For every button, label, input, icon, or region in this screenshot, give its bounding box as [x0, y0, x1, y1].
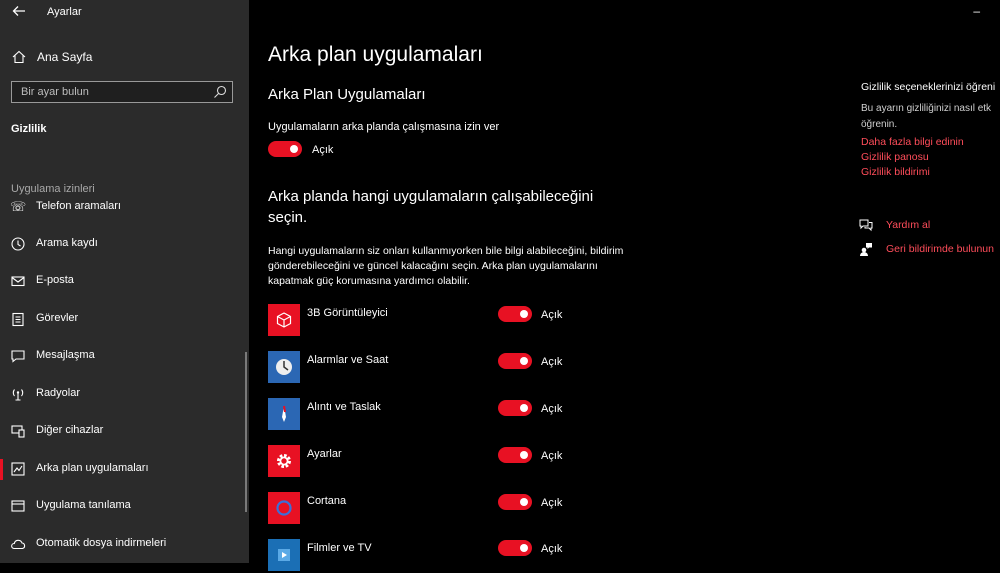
app-toggle-state: Açık	[541, 450, 563, 462]
minimize-button[interactable]: –	[973, 4, 980, 18]
toggle-knob	[520, 544, 528, 552]
app-toggle-state: Açık	[541, 497, 563, 509]
sidebar-item-label: Radyolar	[36, 387, 81, 399]
app-toggle-state: Açık	[541, 356, 563, 368]
learn-more-link[interactable]: Daha fazla bilgi edinin	[861, 136, 964, 148]
description-line: öğrenin.	[861, 119, 898, 130]
sidebar-item-radios[interactable]	[0, 376, 249, 413]
privacy-statement-link[interactable]: Gizlilik bildirimi	[861, 166, 930, 178]
give-feedback-label: Geri bildirimde bulunun	[886, 243, 994, 255]
app-name: Ayarlar	[307, 448, 342, 460]
3d-viewer-icon	[268, 304, 300, 336]
group-title: Uygulama izinleri	[11, 183, 95, 195]
toggle-knob	[520, 498, 528, 506]
cortana-icon	[268, 492, 300, 524]
sidebar-item-phone-calls[interactable]	[0, 196, 249, 226]
active-indicator	[0, 459, 3, 480]
radio-icon	[10, 386, 26, 402]
privacy-dashboard-link[interactable]: Gizlilik panosu	[861, 151, 929, 163]
sidebar-item-auto-file-downloads[interactable]	[0, 526, 249, 563]
get-help-link[interactable]	[859, 218, 1000, 236]
give-feedback-link[interactable]	[859, 242, 1000, 260]
phone-icon: ☏	[10, 199, 27, 214]
snip-sketch-icon	[268, 398, 300, 430]
sidebar-item-tasks[interactable]	[0, 301, 249, 338]
app-name: Cortana	[307, 495, 347, 507]
home-icon	[12, 50, 26, 64]
sidebar-item-label: Diğer cihazlar	[36, 424, 104, 436]
sidebar-nav	[0, 196, 249, 563]
app-toggle-alarms-clock[interactable]	[498, 353, 532, 369]
sidebar-item-messaging[interactable]	[0, 338, 249, 375]
history-icon	[10, 236, 26, 252]
description-line: Bu ayarın gizliliğinizi nasıl etk	[861, 103, 992, 114]
home-label: Ana Sayfa	[37, 50, 93, 64]
sidebar-item-label: Arka plan uygulamaları	[36, 462, 149, 474]
arrow-left-icon	[12, 4, 26, 18]
app-toggle-state: Açık	[541, 309, 563, 321]
app-toggle-snip-sketch[interactable]	[498, 400, 532, 416]
settings-gear-icon	[268, 445, 300, 477]
search-box[interactable]	[11, 81, 233, 103]
devices-icon	[10, 423, 26, 439]
toggle-knob	[520, 404, 528, 412]
get-help-label: Yardım al	[886, 219, 931, 231]
master-toggle-label: Uygulamaların arka planda çalışmasına izin ver	[268, 121, 500, 133]
sidebar-item-call-history[interactable]	[0, 226, 249, 263]
tasks-icon	[10, 311, 26, 327]
toggle-knob	[520, 451, 528, 459]
app-name: 3B Görüntüleyici	[307, 307, 388, 319]
sidebar-item-app-diagnostics[interactable]	[0, 488, 249, 525]
master-toggle[interactable]	[268, 141, 302, 157]
sidebar-scrollbar[interactable]	[245, 352, 247, 512]
cloud-icon	[10, 536, 26, 552]
feedback-icon	[859, 242, 873, 256]
app-toggle-3d-viewer[interactable]	[498, 306, 532, 322]
app-toggle-settings[interactable]	[498, 447, 532, 463]
app-toggle-movies-tv[interactable]	[498, 540, 532, 556]
main-content	[249, 0, 1000, 563]
app-name: Filmler ve TV	[307, 542, 372, 554]
alarms-clock-icon	[268, 351, 300, 383]
chat-icon	[10, 348, 26, 364]
background-apps-icon	[10, 461, 26, 477]
app-toggle-state: Açık	[541, 403, 563, 415]
sidebar	[0, 0, 249, 563]
toggle-knob	[520, 357, 528, 365]
search-input[interactable]	[12, 82, 211, 102]
toggle-knob	[290, 145, 298, 153]
sidebar-item-label: Uygulama tanılama	[36, 499, 131, 511]
search-icon[interactable]	[212, 84, 228, 100]
master-toggle-state: Açık	[312, 144, 334, 156]
mail-icon	[10, 273, 26, 289]
sidebar-item-other-devices[interactable]	[0, 413, 249, 450]
sidebar-item-label: Otomatik dosya indirmeleri	[36, 537, 167, 549]
app-name: Alarmlar ve Saat	[307, 354, 389, 366]
home-nav-item[interactable]	[0, 45, 249, 69]
choose-apps-description: Hangi uygulamaların siz onları kullanmıyorken bile bilgi alabileceğini, bildirim gönderebileceğini ve güncel kalacağını seçin. Arka plan uygulamalarını kapatmak güç korumasına yardımcı olabilir.	[268, 245, 624, 287]
toggle-knob	[520, 310, 528, 318]
movies-tv-icon	[268, 539, 300, 571]
sidebar-item-label: E-posta	[36, 274, 74, 286]
privacy-options-title: Gizlilik seçeneklerinizi öğreni	[861, 81, 996, 93]
diagnostics-icon	[10, 498, 26, 514]
back-button[interactable]	[9, 3, 29, 23]
sidebar-item-label: Telefon aramaları	[36, 200, 121, 212]
sidebar-item-label: Görevler	[36, 312, 79, 324]
sidebar-item-email[interactable]	[0, 263, 249, 300]
app-title: Ayarlar	[47, 6, 82, 18]
privacy-options-description	[861, 101, 1000, 133]
sidebar-item-background-apps[interactable]	[0, 451, 249, 488]
app-toggle-state: Açık	[541, 543, 563, 555]
app-toggle-cortana[interactable]	[498, 494, 532, 510]
sidebar-item-label: Arama kaydı	[36, 237, 98, 249]
page-title: Arka plan uygulamaları	[268, 43, 483, 66]
help-chat-icon	[859, 218, 873, 232]
section-heading: Arka Plan Uygulamaları	[268, 86, 426, 103]
choose-apps-heading: Arka planda hangi uygulamaların çalışabileceğini seçin.	[268, 188, 594, 226]
title-bar	[0, 0, 249, 28]
section-title: Gizlilik	[11, 123, 47, 135]
app-name: Alıntı ve Taslak	[307, 401, 381, 413]
sidebar-item-label: Mesajlaşma	[36, 349, 95, 361]
